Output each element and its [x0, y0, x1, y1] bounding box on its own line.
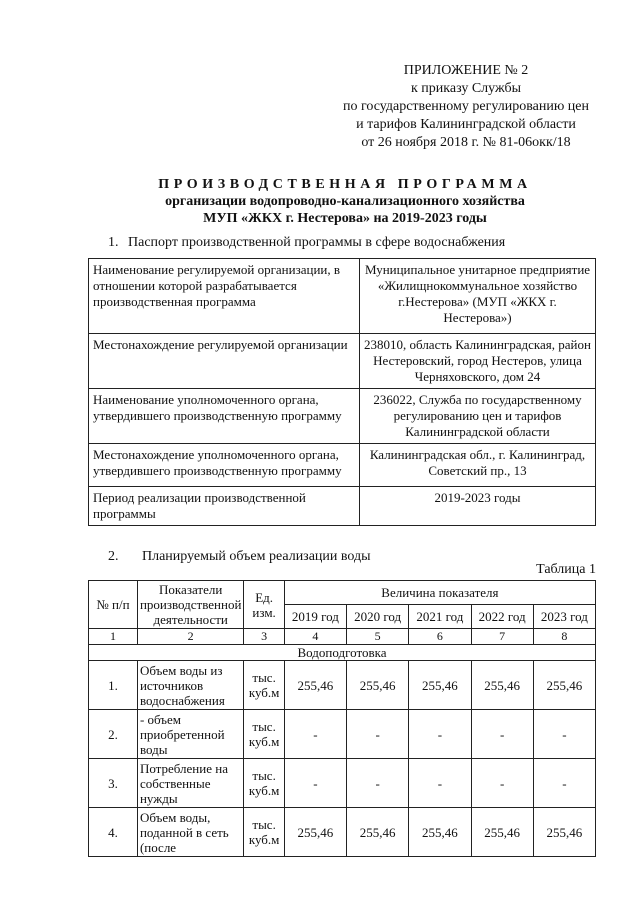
column-number: 6 — [409, 629, 471, 645]
row-value: 255,46 — [471, 808, 533, 857]
passport-label: Период реализации производственной программы — [89, 487, 360, 526]
row-value: - — [347, 710, 409, 759]
section-title: Планируемый объем реализации воды — [142, 549, 371, 564]
row-num: 2. — [89, 710, 138, 759]
row-value: 255,46 — [284, 808, 346, 857]
column-number-row — [89, 629, 596, 645]
row-value: 255,46 — [533, 808, 595, 857]
table-row — [89, 444, 596, 487]
row-value: - — [284, 759, 346, 808]
passport-label: Местонахождение уполномоченного органа, утвердившего производственную программу — [89, 444, 360, 487]
row-value: - — [409, 710, 471, 759]
section-title: Паспорт производственной программы в сфере водоснабжения — [128, 235, 506, 250]
title-line-1: ПРОИЗВОДСТВЕННАЯ ПРОГРАММА — [158, 177, 532, 192]
title-line-2: организации водопроводно-канализационного хозяйства — [165, 194, 525, 209]
header-unit: Ед. изм. — [244, 581, 284, 629]
passport-label: Местонахождение регулируемой организации — [89, 334, 360, 389]
table-row — [89, 661, 596, 710]
table-row — [89, 487, 596, 526]
row-indicator: Объем воды, поданной в сеть (после — [137, 808, 243, 857]
row-num: 3. — [89, 759, 138, 808]
header-year: 2020 год — [347, 605, 409, 629]
table-row — [89, 710, 596, 759]
appendix-block — [330, 62, 602, 152]
passport-label: Наименование регулируемой организации, в отношении которой разрабатывается производственная программа — [89, 259, 360, 334]
document-title — [90, 176, 600, 227]
appendix-line: от 26 ноября 2018 г. № 81-06окк/18 — [361, 135, 571, 150]
row-indicator: Объем воды из источников водоснабжения — [137, 661, 243, 710]
passport-label: Наименование уполномоченного органа, утвердившего производственную программу — [89, 389, 360, 444]
row-value: - — [533, 759, 595, 808]
header-indicator: Показатели производственной деятельности — [137, 581, 243, 629]
appendix-line: и тарифов Калининградской области — [356, 117, 576, 132]
column-number: 3 — [244, 629, 284, 645]
row-value: - — [471, 710, 533, 759]
column-number: 4 — [284, 629, 346, 645]
row-unit: тыс. куб.м — [244, 759, 284, 808]
table-caption: Таблица 1 — [536, 562, 596, 577]
row-value: - — [284, 710, 346, 759]
row-value: - — [533, 710, 595, 759]
section-2-heading — [108, 548, 371, 566]
passport-value: Муниципальное унитарное предприятие «Жилищнокоммунальное хозяйство г.Нестерова» (МУП «ЖКХ г. Нестерова») — [360, 259, 596, 334]
row-unit: тыс. куб.м — [244, 661, 284, 710]
header-year: 2019 год — [284, 605, 346, 629]
header-year: 2021 год — [409, 605, 471, 629]
row-num: 1. — [89, 661, 138, 710]
section-label: Водоподготовка — [89, 645, 596, 661]
row-value: 255,46 — [409, 808, 471, 857]
column-number: 1 — [89, 629, 138, 645]
row-value: 255,46 — [533, 661, 595, 710]
table-header-row — [89, 581, 596, 605]
header-group: Величина показателя — [284, 581, 595, 605]
row-value: - — [409, 759, 471, 808]
header-year: 2023 год — [533, 605, 595, 629]
table-row — [89, 259, 596, 334]
appendix-line: к приказу Службы — [411, 81, 521, 96]
column-number: 2 — [137, 629, 243, 645]
passport-value: 238010, область Калининградская, район Нестеровский, город Нестеров, улица Черняховского, дом 24 — [360, 334, 596, 389]
passport-value: 2019-2023 годы — [360, 487, 596, 526]
row-unit: тыс. куб.м — [244, 808, 284, 857]
section-1-heading — [108, 234, 505, 252]
appendix-line: ПРИЛОЖЕНИЕ № 2 — [403, 63, 529, 78]
table-row — [89, 759, 596, 808]
row-value: - — [347, 759, 409, 808]
header-num: № п/п — [89, 581, 138, 629]
table-row — [89, 389, 596, 444]
title-line-3: МУП «ЖКХ г. Нестерова» на 2019-2023 годы — [203, 211, 487, 226]
row-value: 255,46 — [284, 661, 346, 710]
header-year: 2022 год — [471, 605, 533, 629]
section-number: 2. — [108, 549, 119, 564]
row-indicator: Потребление на собственные нужды — [137, 759, 243, 808]
row-value: 255,46 — [347, 808, 409, 857]
section-row — [89, 645, 596, 661]
volume-table — [88, 580, 596, 857]
appendix-line: по государственному регулированию цен — [343, 99, 589, 114]
column-number: 7 — [471, 629, 533, 645]
row-value: 255,46 — [409, 661, 471, 710]
row-value: 255,46 — [471, 661, 533, 710]
row-value: - — [471, 759, 533, 808]
row-num: 4. — [89, 808, 138, 857]
passport-value: 236022, Служба по государственному регулированию цен и тарифов Калининградской области — [360, 389, 596, 444]
table-row — [89, 334, 596, 389]
table-row — [89, 808, 596, 857]
section-number: 1. — [108, 235, 119, 250]
passport-table — [88, 258, 596, 526]
row-value: 255,46 — [347, 661, 409, 710]
passport-value: Калининградская обл., г. Калининград, Советский пр., 13 — [360, 444, 596, 487]
row-unit: тыс. куб.м — [244, 710, 284, 759]
column-number: 8 — [533, 629, 595, 645]
row-indicator: - объем приобретенной воды — [137, 710, 243, 759]
column-number: 5 — [347, 629, 409, 645]
